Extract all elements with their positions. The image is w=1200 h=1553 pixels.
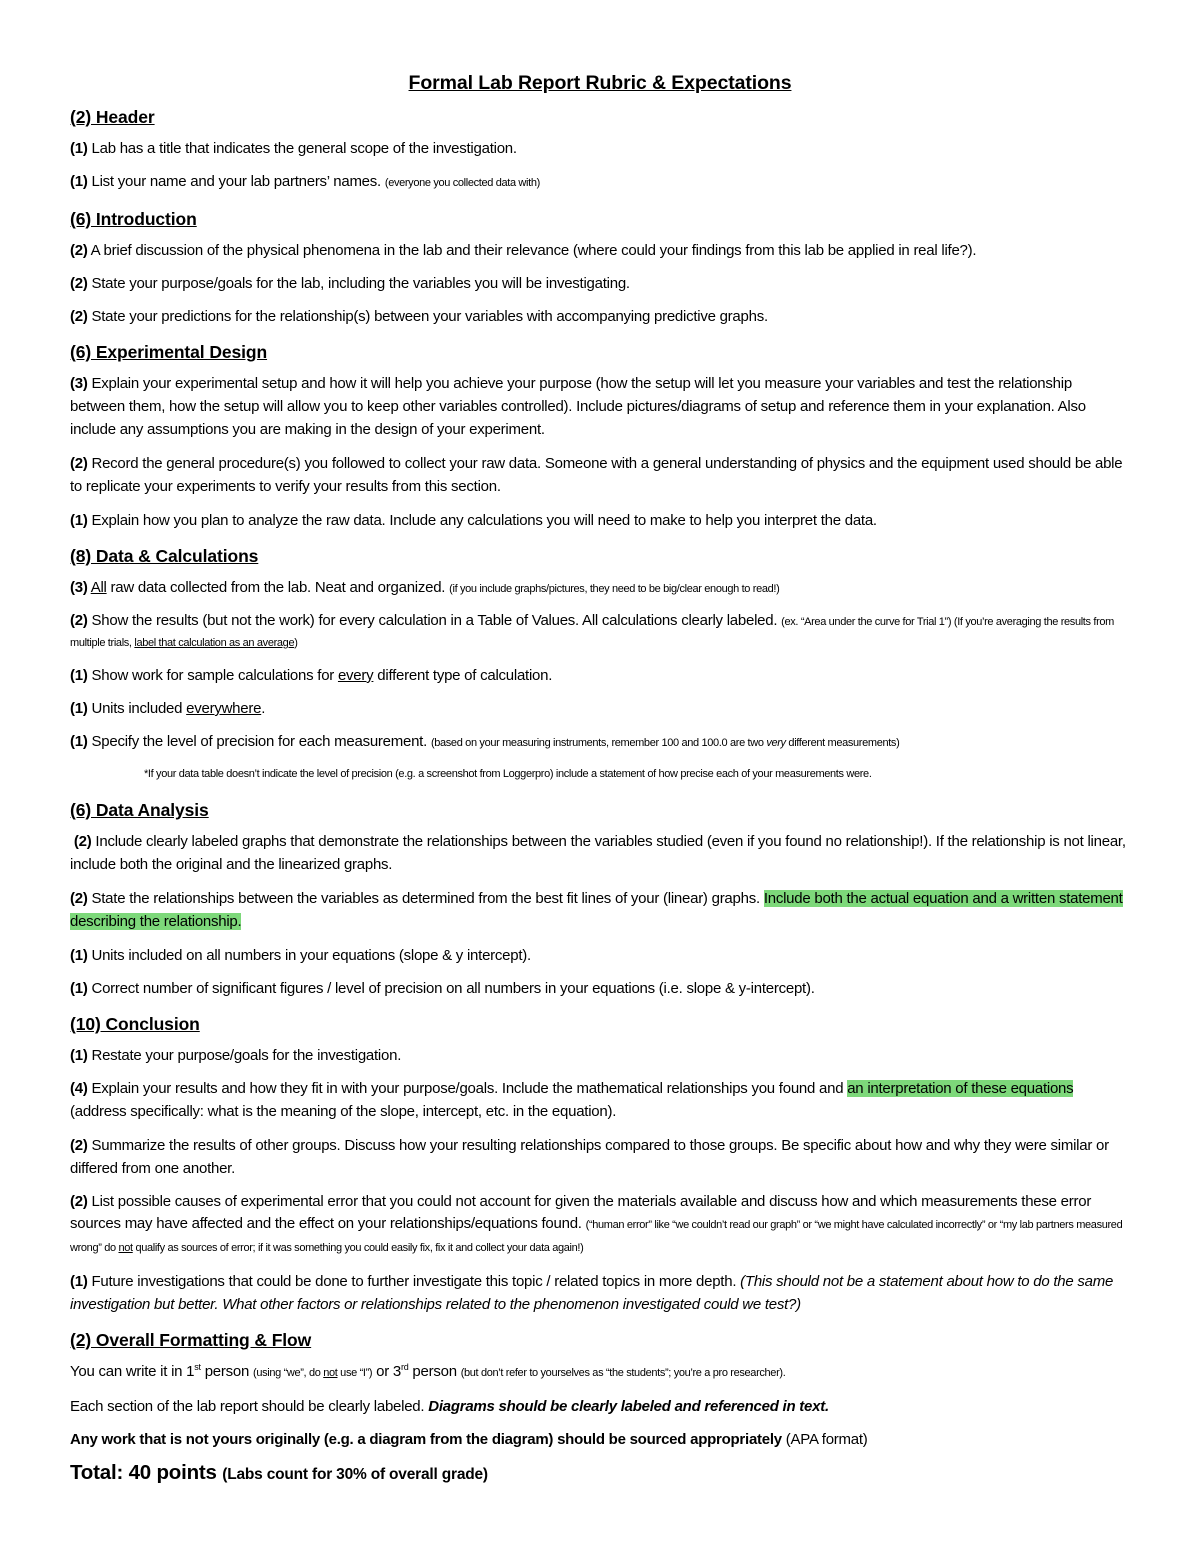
footnote: *If your data table doesn’t indicate the level of precision (e.g. a screenshot from Loggerpro) include a statement of how precise each of your measurements were. <box>144 768 872 780</box>
points: (3) <box>70 579 88 596</box>
item-note-underlined: not <box>118 1242 133 1254</box>
line-note: (but don’t refer to yourselves as “the students”; you’re a pro researcher). <box>460 1367 786 1379</box>
line-note: use “I”) <box>337 1367 373 1379</box>
item-text: State the relationships between the variables as determined from the best fit lines of your (linear) graphs. <box>87 890 764 907</box>
formatting-line <box>70 1360 1130 1385</box>
points: (2) <box>70 612 88 629</box>
rubric-item <box>70 272 1130 295</box>
line-text: (APA format) <box>781 1431 868 1448</box>
item-note-underlined: label that calculation as an average <box>134 637 295 649</box>
item-note: (if you include graphs/pictures, they need to be big/clear enough to read!) <box>449 583 780 595</box>
rubric-item <box>70 1077 1130 1123</box>
item-text: Include clearly labeled graphs that demonstrate the relationships between the variables studied (even if you found no relationship!). If the relationship is not linear, include both the original and the linearized graphs. <box>70 833 1126 873</box>
item-text: Show work for sample calculations for <box>87 667 338 684</box>
rubric-item <box>70 1191 1130 1259</box>
item-note: qualify as sources of error; if it was something you could easily fix, fix it and collect your data again!) <box>132 1242 584 1254</box>
rubric-item <box>70 372 1130 441</box>
line-text: Each section of the lab report should be clearly labeled. <box>70 1398 429 1415</box>
underlined-text: All <box>90 579 107 596</box>
item-text: Record the general procedure(s) you followed to collect your raw data. Someone with a general understanding of physics and the equipment used should be able to replicate your experiments to verify your results from this section. <box>70 455 1123 495</box>
item-note: (ex. “Area under the curve for Trial 1”) (If you’re averaging the results from multiple trials, <box>70 616 1114 649</box>
points: (1) <box>70 512 88 529</box>
rubric-item <box>70 137 1130 160</box>
points: (2) <box>70 890 88 907</box>
points: (2) <box>70 455 88 472</box>
item-text: Future investigations that could be done to further investigate this topic / related topics in more depth. <box>87 1273 741 1290</box>
rubric-item <box>70 1270 1130 1316</box>
item-text: different type of calculation. <box>373 667 553 684</box>
line-text: person <box>200 1363 253 1380</box>
item-text: Units included on all numbers in your equations (slope & y intercept). <box>87 947 531 964</box>
rubric-item <box>70 944 1130 967</box>
formatting-line <box>70 1428 1130 1451</box>
item-text: . <box>261 700 266 717</box>
item-text: List possible causes of experimental error that you could not account for given the materials available and discuss how and which measurements these error sources may have affected and the effect on your relationships/equations found. <box>70 1193 1092 1232</box>
section-heading-introduction: (6) Introduction <box>70 209 197 229</box>
section-heading-header: (2) Header <box>70 107 155 127</box>
rubric-item <box>70 697 1130 720</box>
item-text: raw data collected from the lab. Neat and organized. <box>106 579 450 596</box>
underlined-text: everywhere <box>186 700 262 717</box>
section-heading-data-analysis: (6) Data Analysis <box>70 800 209 820</box>
points: (1) <box>70 140 88 157</box>
points: (4) <box>70 1080 88 1097</box>
rubric-item <box>70 1044 1130 1067</box>
section-heading-experimental-design: (6) Experimental Design <box>70 342 268 362</box>
rubric-item <box>70 239 1130 262</box>
points: (1) <box>70 947 88 964</box>
rubric-item <box>70 664 1130 687</box>
points: (1) <box>70 733 88 750</box>
points: (1) <box>70 980 88 997</box>
item-note-italic: very <box>766 737 786 749</box>
superscript: rd <box>400 1362 409 1372</box>
item-text: Explain your results and how they fit in with your purpose/goals. Include the mathematical relationships you found and <box>87 1080 848 1097</box>
points: (2) <box>70 1137 88 1154</box>
line-bold: Any work that is not yours originally (e.g. a diagram from the diagram) should be sourced appropriately <box>70 1431 782 1448</box>
item-text: Correct number of significant figures / level of precision on all numbers in your equations (i.e. slope & y-intercept). <box>87 980 815 997</box>
item-text: State your purpose/goals for the lab, including the variables you will be investigating. <box>87 275 630 292</box>
points: (1) <box>70 667 88 684</box>
points: (1) <box>70 1273 88 1290</box>
line-note: (using “we”, do <box>253 1367 324 1379</box>
item-italic-note: (This should not be a statement about how to do the same investigation but better. What other factors or relationships related to the phenomenon investigated could we test?) <box>70 1273 1114 1313</box>
rubric-item <box>70 977 1130 1000</box>
item-text: Lab has a title that indicates the general scope of the investigation. <box>87 140 517 157</box>
line-text: person <box>408 1363 461 1380</box>
item-note: (“human error” like “we couldn’t read our graph” or “we might have calculated incorrectly” or “my lab partners measured wrong” do <box>70 1219 1123 1254</box>
item-text: Specify the level of precision for each measurement. <box>87 733 431 750</box>
line-bold-italic: Diagrams should be clearly labeled and referenced in text. <box>428 1398 829 1415</box>
item-text: A brief discussion of the physical phenomena in the lab and their relevance (where could your findings from this lab be applied in real life?). <box>87 242 977 259</box>
item-note: (everyone you collected data with) <box>384 177 540 189</box>
section-heading-formatting: (2) Overall Formatting & Flow <box>70 1330 312 1350</box>
points: (1) <box>70 700 88 717</box>
points: (2) <box>73 833 92 850</box>
points: (2) <box>70 275 88 292</box>
item-text: State your predictions for the relationship(s) between your variables with accompanying predictive graphs. <box>87 308 768 325</box>
rubric-item <box>70 452 1130 498</box>
rubric-item <box>70 611 1130 653</box>
points: (2) <box>70 308 88 325</box>
points: (2) <box>70 242 88 259</box>
superscript: st <box>194 1362 201 1372</box>
rubric-item <box>70 887 1130 933</box>
highlighted-text: Include both the actual equation and a written statement describing the relationship. <box>70 890 1123 930</box>
rubric-item <box>70 509 1130 532</box>
total-label: Total: 40 points <box>70 1461 223 1484</box>
points: (3) <box>70 375 88 392</box>
formatting-line <box>70 1395 1130 1418</box>
item-text: Explain your experimental setup and how it will help you achieve your purpose (how the setup will let you measure your variables and test the relationship between them, how the setup will allow you to keep other variables controlled). Include pictures/diagrams of setup and reference them in your explanation. Also include any assumptions you are making in the design of your experiment. <box>70 375 1086 438</box>
item-text: Explain how you plan to analyze the raw data. Include any calculations you will need to make to help you interpret the data. <box>87 512 877 529</box>
underlined-text: every <box>337 667 374 684</box>
total-note: (Labs count for 30% of overall grade) <box>222 1466 488 1483</box>
points: (2) <box>70 1193 88 1210</box>
rubric-item <box>70 730 1130 755</box>
section-heading-data-calculations: (8) Data & Calculations <box>70 546 259 566</box>
highlighted-text: an interpretation of these equations <box>847 1080 1074 1097</box>
item-text: Restate your purpose/goals for the investigation. <box>87 1047 402 1064</box>
item-text: Summarize the results of other groups. Discuss how your resulting relationships compared to those groups. Be specific about how and why they were similar or differed from one another. <box>70 1137 1109 1177</box>
line-text: You can write it in 1 <box>70 1363 195 1380</box>
line-text: or 3 <box>372 1363 401 1380</box>
item-text: List your name and your lab partners’ names. <box>87 173 385 190</box>
points: (1) <box>70 173 88 190</box>
rubric-item <box>70 576 1130 601</box>
rubric-item <box>70 830 1130 876</box>
line-note-underlined: not <box>323 1367 338 1379</box>
item-note-end: ) <box>294 637 298 649</box>
section-heading-conclusion: (10) Conclusion <box>70 1014 200 1034</box>
item-note: different measurements) <box>785 737 900 749</box>
rubric-item <box>70 170 1130 195</box>
item-note: (based on your measuring instruments, remember 100 and 100.0 are two <box>430 737 767 749</box>
rubric-item <box>70 305 1130 328</box>
total-points <box>70 1461 1130 1485</box>
page-title: Formal Lab Report Rubric & Expectations <box>408 72 792 94</box>
points: (1) <box>70 1047 88 1064</box>
item-text: (address specifically: what is the meaning of the slope, intercept, etc. in the equation). <box>70 1103 617 1120</box>
rubric-item <box>70 1134 1130 1180</box>
item-text: Units included <box>87 700 187 717</box>
item-text: Show the results (but not the work) for every calculation in a Table of Values. All calculations clearly labeled. <box>87 612 782 629</box>
